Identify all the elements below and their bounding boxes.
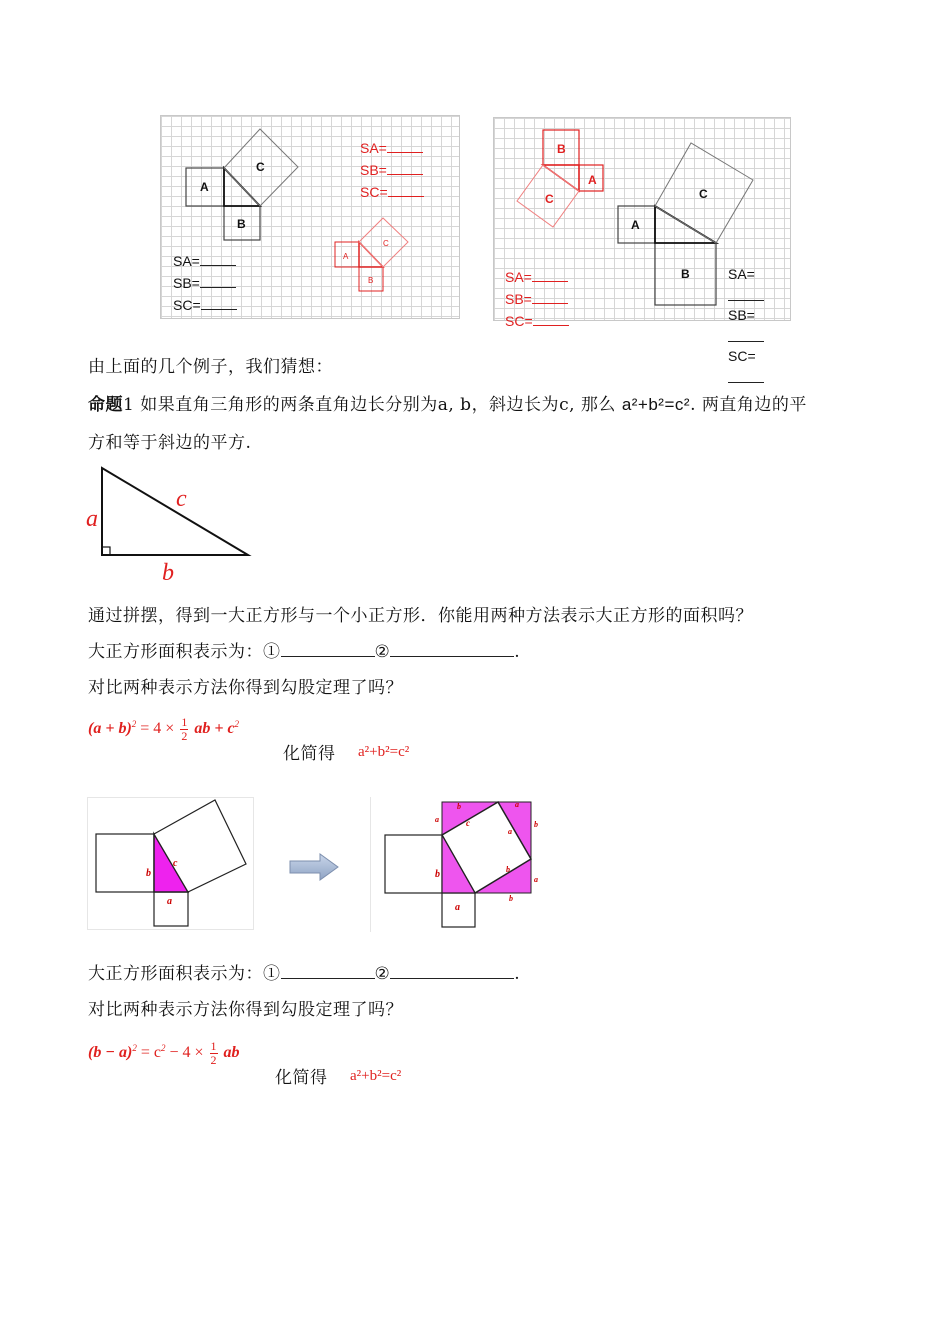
area-expr-label-2: ② [374,642,391,662]
area-label-b: SB= [728,307,755,323]
area-label-a: SA= [505,269,532,285]
formula-1-exp: 2 [131,718,137,729]
arrange-text: 通过拼摆，得到一大正方形与一个小正方形．你能用两种方法表示大正方形的面积吗？ [88,606,753,626]
label-b: B [681,267,690,281]
formula-2-lhs: (b − a) [88,1044,133,1062]
right-angle-mark [102,547,110,555]
area-label-b: SB= [360,162,387,178]
area-label-c: SC= [360,184,388,200]
red-label-a: A [343,252,349,261]
black-area-labels [173,249,237,315]
puzzle-left-drawing [88,798,253,929]
formula-2-minus: − 4 × [169,1044,204,1062]
label-a: a [455,902,460,913]
proposition-line-2: 方和等于斜边的平方. [88,433,252,453]
label-a: A [200,180,209,194]
formula-1 [88,716,239,743]
area-expression-2: 大正方形面积表示为：① ② . [88,964,521,984]
proposition-line-1 [88,393,807,417]
arrow-icon [288,852,340,882]
square-b [385,835,442,893]
red-label-c: C [383,239,389,248]
triangle-figure [80,460,270,588]
label-b: b [435,869,440,880]
formula-1-eq: = 4 × [140,720,175,738]
compare-text-2: 对比两种表示方法你得到勾股定理了吗？ [88,1000,403,1020]
label-c: C [256,160,265,174]
red-label-b: B [557,142,566,156]
label-a: a [167,896,172,907]
puzzle-right-drawing [371,797,541,932]
fraction-num: 1 [210,1039,217,1053]
blank-1[interactable] [281,640,375,657]
formula-2-rhs: ab [223,1044,240,1062]
fraction-den: 2 [210,1053,217,1067]
red-area-labels [505,265,569,331]
fraction-num: 1 [181,715,188,729]
label-a: A [631,218,640,232]
proposition-label: 命题 [88,395,123,414]
side-b-label: b [162,560,174,586]
label-c: c [466,818,470,828]
label-c: C [699,187,708,201]
edge-label-2: a [515,800,519,809]
formula-2-fraction [210,1040,218,1067]
simplify-label-2: 化简得 [275,1068,328,1088]
proposition-tail: . 两直角边的平 [690,395,807,415]
proposition-then: , 那么 [569,395,616,415]
blank-4[interactable] [390,962,514,979]
red-label-c: C [545,192,554,206]
area-expr-label-1: 大正方形面积表示为：① [88,642,281,662]
red-label-a: A [588,173,597,187]
edge-label-8: a [508,827,512,836]
area-expr-label-3: 大正方形面积表示为：① [88,964,281,984]
simplify-label-1: 化简得 [283,744,336,764]
formula-1-lhs: (a + b) [88,720,132,738]
area-label-a: SA= [360,140,387,156]
label-c: c [173,858,178,869]
formula-2-exp: 2 [132,1042,137,1053]
black-area-labels [728,265,790,388]
formula-1-rhs: ab + c [194,720,235,738]
edge-label-3: b [534,820,538,829]
area-label-c: SC= [173,297,201,313]
area-label-a: SA= [728,266,755,282]
label-b: B [237,217,246,231]
red-area-labels [360,136,424,202]
compare-text-1: 对比两种表示方法你得到勾股定理了吗？ [88,678,403,698]
formula-2-eq: = c [140,1044,161,1062]
proposition-ab: a, b [437,395,472,415]
intro-text: 由上面的几个例子，我们猜想： [88,357,333,377]
proposition-c: c [559,395,570,415]
blank-2[interactable] [390,640,514,657]
area-label-c: SC= [728,348,756,364]
result-2: a²+b²=c² [350,1068,402,1084]
grid-figure-left [160,115,460,319]
area-expression-1: 大正方形面积表示为：① ② . [88,642,521,662]
blank-3[interactable] [281,962,375,979]
side-c-label: c [176,486,187,512]
grid-figure-right [493,117,791,364]
proposition-num: 1 [123,395,135,415]
proposition-formula: a²+b²=c² [621,395,691,414]
fraction-den: 2 [181,729,188,743]
proposition-mid: ，斜边长为 [471,395,560,415]
label-b: b [146,868,151,879]
proposition-body: 如果直角三角形的两条直角边长分别为 [140,395,438,415]
formula-1-rhs-exp: 2 [234,718,240,729]
square-b [96,834,154,892]
area-label-a: SA= [173,253,200,269]
formula-2 [88,1040,240,1067]
edge-label-1: b [457,802,461,811]
side-a-label: a [86,506,98,532]
puzzle-figure-left [87,797,254,930]
edge-label-7: b [506,865,510,874]
edge-label-6: a [435,815,439,824]
edge-label-4: a [534,875,538,884]
red-label-b: B [368,276,374,285]
area-expr-label-4: ② [374,964,391,984]
formula-1-fraction [180,716,188,743]
area-label-c: SC= [505,313,533,329]
area-label-b: SB= [173,275,200,291]
right-triangle [102,468,248,555]
edge-label-5: b [509,894,513,903]
result-1: a²+b²=c² [358,744,410,760]
puzzle-figure-right [370,797,541,932]
area-label-b: SB= [505,291,532,307]
formula-2-eq-exp: 2 [160,1042,166,1053]
